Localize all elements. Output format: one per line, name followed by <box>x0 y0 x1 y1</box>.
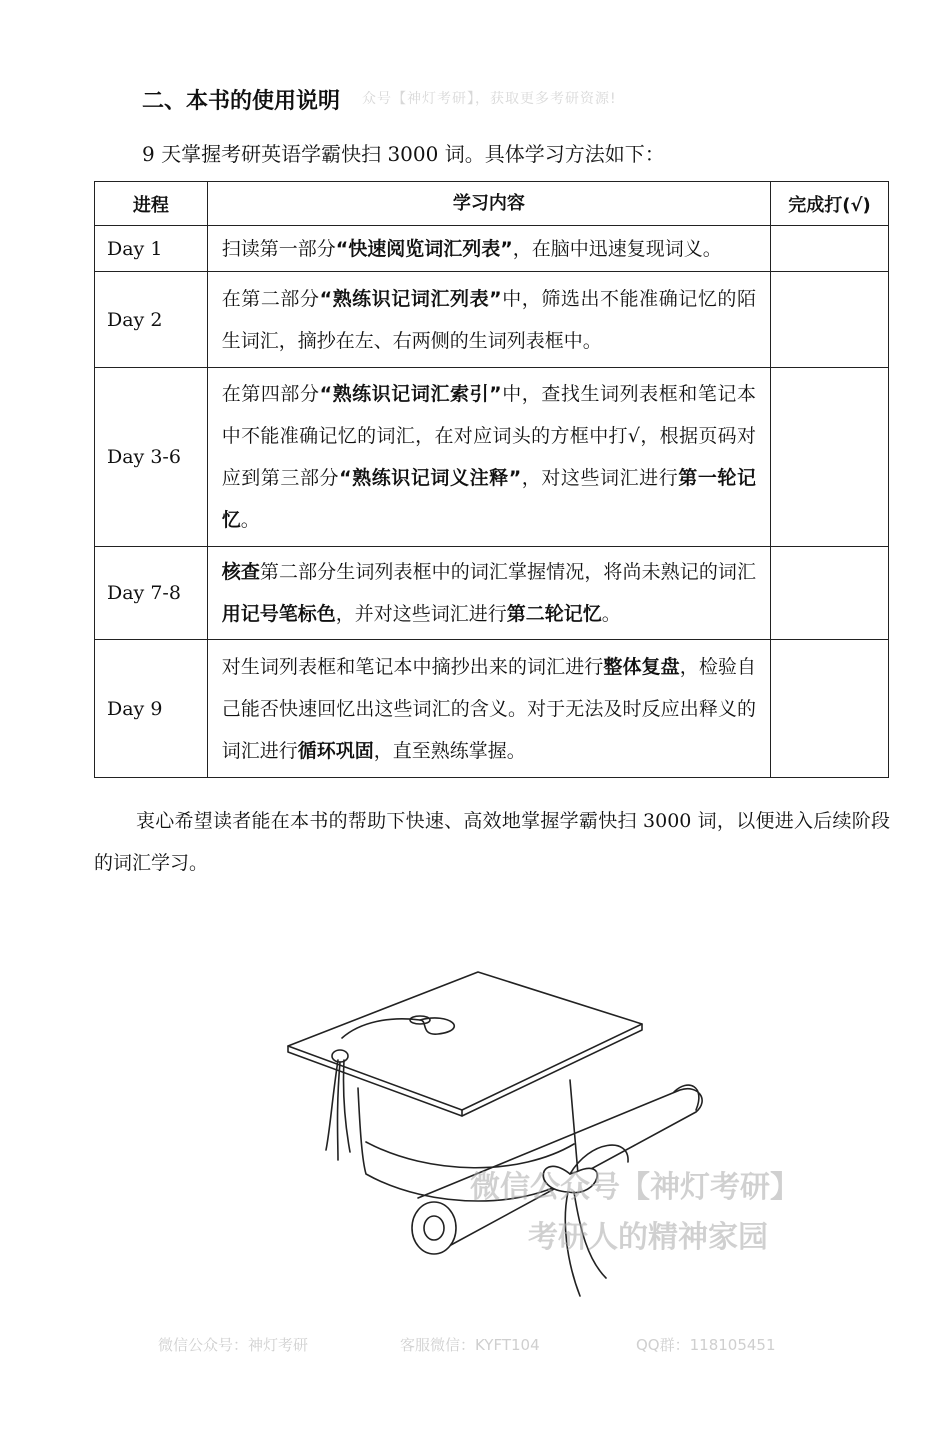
body-text: 。 <box>601 603 621 625</box>
row-day: Day 2 <box>95 272 208 368</box>
row-day: Day 3-6 <box>95 368 208 547</box>
body-text: ，直至熟练掌握。 <box>373 739 526 762</box>
body-text: 对生词列表框和笔记本中摘抄出来的词汇进行 <box>221 655 604 678</box>
watermark-text: 众号【神灯考研】，获取更多考研资源! <box>362 91 617 107</box>
closing-paragraph: 衷心希望读者能在本书的帮助下快速、高效地掌握学霸快扫 3000 词，以便进入后续阶段的词汇学习。 <box>94 810 890 874</box>
emphasis-text: 整体复盘 <box>603 655 680 678</box>
emphasis-text: “熟练识记词汇列表” <box>319 287 502 310</box>
body-text: 第二部分生词列表框中的词汇掌握情况，将尚未熟记的词汇 <box>259 561 756 583</box>
body-text: 中，查找生词列表框和笔记本中不能准确记忆的词汇，在对应词头的方框中打√，根据页码对应到第三部分 <box>221 383 757 489</box>
body-text: 在第二部分 <box>221 287 320 310</box>
row-content <box>207 226 770 272</box>
body-text: ，检验自己能否快速回忆出这些词汇的含义。对于无法及时反应出释义的词汇进行 <box>221 655 757 762</box>
study-plan-table <box>94 181 889 778</box>
row-done-checkbox[interactable] <box>771 640 889 778</box>
header-content: 学习内容 <box>207 182 770 226</box>
footer-qq: QQ群：118105451 <box>636 1336 776 1354</box>
row-day: Day 7-8 <box>95 547 208 640</box>
table-row <box>95 547 889 640</box>
watermark-text: 考研人的精神家园 <box>528 1220 768 1255</box>
body-text: ，在脑中迅速复现词义。 <box>512 237 722 260</box>
body-text: 。 <box>240 509 260 531</box>
section-heading: 二、本书的使用说明 <box>142 89 341 114</box>
row-done-checkbox[interactable] <box>771 547 889 640</box>
body-text: ，对这些词汇进行 <box>521 467 679 489</box>
emphasis-text: 第二轮记忆 <box>506 603 602 625</box>
table-row <box>95 226 889 272</box>
row-content <box>207 368 770 547</box>
header-done: 完成打(√) <box>771 182 889 226</box>
watermark-text: 微信公众号【神灯考研】 <box>470 1170 800 1205</box>
body-text: 中，筛选出不能准确记忆的陌生词汇，摘抄在左、右两侧的生词列表框中。 <box>221 287 756 352</box>
footer-service: 客服微信：KYFT104 <box>400 1336 540 1354</box>
intro-paragraph: 9 天掌握考研英语学霸快扫 3000 词。具体学习方法如下： <box>142 142 665 166</box>
table-row <box>95 272 889 368</box>
row-done-checkbox[interactable] <box>771 368 889 547</box>
row-content <box>207 547 770 640</box>
emphasis-text: “快速阅览词汇列表” <box>335 237 513 260</box>
row-content <box>207 640 770 778</box>
row-done-checkbox[interactable] <box>771 272 889 368</box>
header-progress: 进程 <box>95 182 208 226</box>
row-done-checkbox[interactable] <box>771 226 889 272</box>
row-content <box>207 272 770 368</box>
table-row <box>95 368 889 547</box>
graduation-cap-illustration <box>270 960 750 1310</box>
emphasis-text: “熟练识记词汇索引” <box>319 383 502 405</box>
row-day: Day 1 <box>95 226 208 272</box>
emphasis-text: 核查 <box>221 561 260 583</box>
body-text: 在第四部分 <box>221 383 320 405</box>
emphasis-text: 循环巩固 <box>297 739 374 762</box>
footer-wechat: 微信公众号：神灯考研 <box>158 1336 309 1354</box>
emphasis-text: 第一轮记忆 <box>221 467 756 531</box>
table-row <box>95 640 889 778</box>
body-text: 扫读第一部分 <box>221 237 336 260</box>
row-day: Day 9 <box>95 640 208 778</box>
mortarboard <box>288 972 642 1110</box>
table-header-row <box>95 182 889 226</box>
tassel <box>326 1060 350 1160</box>
emphasis-text: 用记号笔标色 <box>221 603 336 625</box>
emphasis-text: “熟练识记词义注释” <box>339 467 522 489</box>
body-text: ，并对这些词汇进行 <box>335 603 507 625</box>
